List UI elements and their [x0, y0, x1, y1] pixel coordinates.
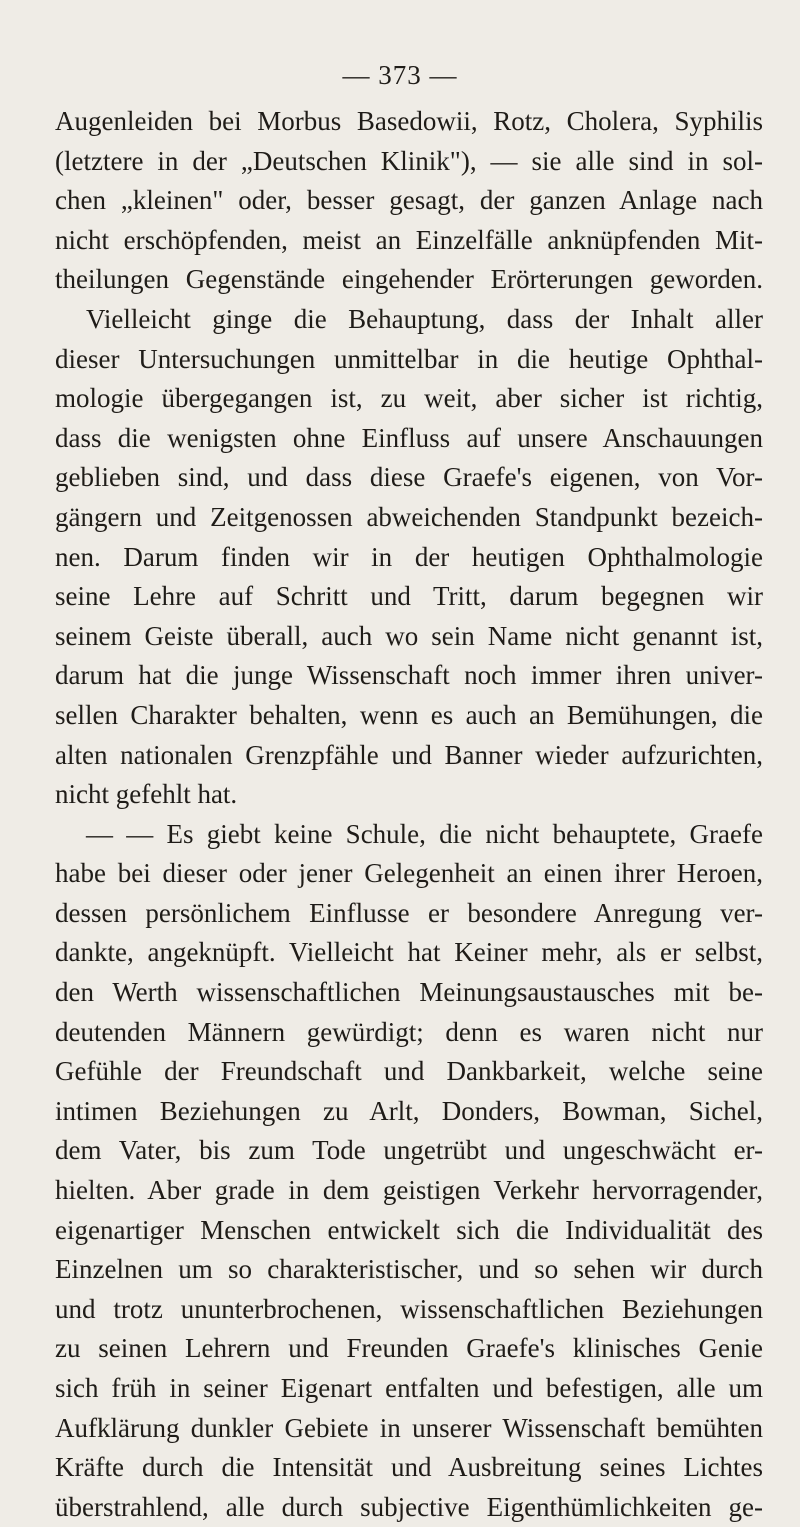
text-line: zu seinen Lehrern und Freunden Graefe's klinisches Genie	[55, 1333, 763, 1364]
text-line: seine Lehre auf Schritt und Tritt, darum begegnen wir	[55, 581, 763, 612]
text-line: Vielleicht ginge die Behauptung, dass der Inhalt aller	[86, 303, 763, 334]
text-line: seinem Geiste überall, auch wo sein Name nicht genannt ist,	[55, 620, 763, 651]
text-line: gängern und Zeitgenossen abweichenden Standpunkt bezeich-	[55, 501, 763, 532]
text-line: sellen Charakter behalten, wenn es auch an Bemühungen, die	[55, 699, 763, 730]
text-line: intimen Beziehungen zu Arlt, Donders, Bowman, Sichel,	[55, 1095, 763, 1126]
text-line: nen. Darum finden wir in der heutigen Ophthalmologie	[55, 541, 763, 572]
text-line: und trotz ununterbrochenen, wissenschaftlichen Beziehungen	[55, 1293, 763, 1324]
text-line: sich früh in seiner Eigenart entfalten und befestigen, alle um	[55, 1373, 763, 1403]
text-line: alten nationalen Grenzpfähle und Banner wieder aufzurichten,	[55, 739, 763, 770]
text-line: eigenartiger Menschen entwickelt sich die Individualität des	[55, 1214, 763, 1245]
body-text	[55, 102, 763, 1527]
text-line: — — Es giebt keine Schule, die nicht behauptete, Graefe	[86, 818, 763, 849]
text-line: dankte, angeknüpft. Vielleicht hat Keiner mehr, als er selbst,	[55, 937, 763, 968]
text-line: Einzelnen um so charakteristischer, und so sehen wir durch	[55, 1254, 763, 1285]
page-number: — 373 —	[342, 60, 458, 90]
text-line: dieser Untersuchungen unmittelbar in die heutige Ophthal-	[55, 343, 763, 374]
text-line: nicht gefehlt hat.	[55, 779, 238, 810]
text-line: darum hat die junge Wissenschaft noch immer ihren univer-	[55, 660, 763, 691]
text-line: geblieben sind, und dass diese Graefe's eigenen, von Vor-	[55, 462, 763, 493]
text-line: Kräfte durch die Intensität und Ausbreitung seines Lichtes	[55, 1452, 763, 1483]
text-line: den Werth wissenschaftlichen Meinungsaustausches mit be-	[55, 977, 763, 1008]
text-line: dem Vater, bis zum Tode ungetrübt und ungeschwächt er-	[55, 1135, 763, 1166]
text-line: überstrahlend, alle durch subjective Eigenthümlichkeiten ge-	[55, 1491, 763, 1522]
text-line: deutenden Männern gewürdigt; denn es waren nicht nur	[55, 1016, 763, 1047]
text-line: theilungen Gegenstände eingehender Erörterungen geworden.	[55, 264, 763, 295]
text-line: Gefühle der Freundschaft und Dankbarkeit, welche seine	[55, 1056, 763, 1087]
text-line: dessen persönlichem Einflusse er besondere Anregung ver-	[55, 897, 763, 928]
text-line: mologie übergegangen ist, zu weit, aber sicher ist richtig,	[55, 383, 763, 414]
text-line: nicht erschöpfenden, meist an Einzelfälle anknüpfenden Mit-	[55, 224, 763, 255]
text-line: Augenleiden bei Morbus Basedowii, Rotz, Cholera, Syphilis	[55, 106, 763, 136]
text-line: habe bei dieser oder jener Gelegenheit an einen ihrer Heroen,	[55, 858, 763, 889]
text-line: (letztere in der „Deutschen Klinik"), — sie alle sind in sol-	[55, 145, 763, 176]
text-line: Aufklärung dunkler Gebiete in unserer Wissenschaft bemühten	[55, 1412, 763, 1443]
text-line: dass die wenigsten ohne Einfluss auf unsere Anschauungen	[55, 422, 763, 453]
text-line: hielten. Aber grade in dem geistigen Verkehr hervorragender,	[55, 1175, 763, 1206]
text-line: chen „kleinen" oder, besser gesagt, der ganzen Anlage nach	[55, 185, 763, 216]
